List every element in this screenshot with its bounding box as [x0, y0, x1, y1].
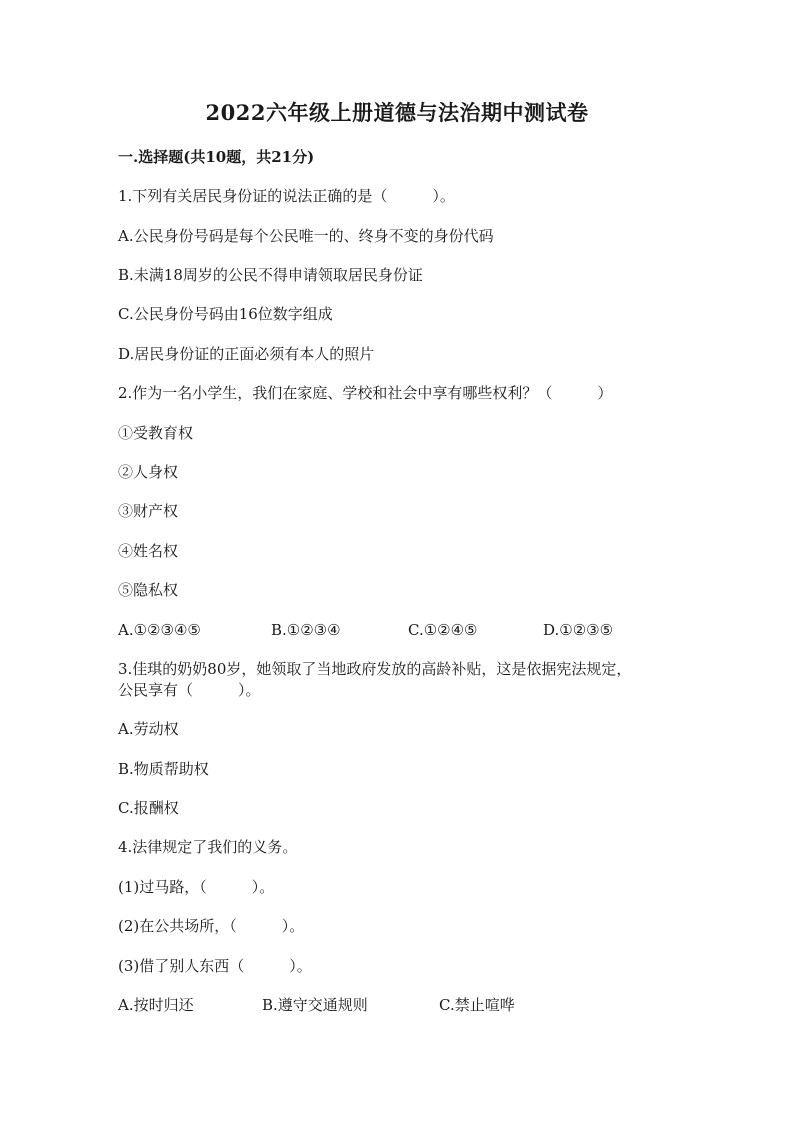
q3-stem-line1: 3.佳琪的奶奶80岁，她领取了当地政府发放的高龄补贴，这是依据宪法规定，	[118, 660, 632, 678]
q4-option-b: B.遵守交通规则	[262, 996, 368, 1014]
q4-option-c: C.禁止喧哗	[439, 996, 515, 1014]
q2-option-c: C.①②④⑤	[408, 621, 478, 639]
q1-option-b: B.未满18周岁的公民不得申请领取居民身份证	[118, 266, 423, 284]
q1-stem: 1.下列有关居民身份证的说法正确的是（ ）。	[118, 187, 455, 205]
q3-option-c: C.报酬权	[118, 799, 179, 817]
q4-stem: 4.法律规定了我们的义务。	[118, 838, 298, 856]
section-heading: 一.选择题(共10题，共21分)	[118, 148, 315, 166]
q4-item-1: (1)过马路，（ ）。	[118, 878, 275, 896]
q3-option-b: B.物质帮助权	[118, 760, 209, 778]
q2-option-a: A.①②③④⑤	[118, 621, 201, 639]
q2-option-d: D.①②③⑤	[543, 621, 614, 639]
q3-stem-line2: 公民享有（ ）。	[118, 681, 261, 699]
q2-item-4: ④姓名权	[118, 542, 179, 560]
q2-stem: 2.作为一名小学生，我们在家庭、学校和社会中享有哪些权利？（ ）	[118, 384, 613, 402]
q1-option-a: A.公民身份号码是每个公民唯一的、终身不变的身份代码	[118, 227, 494, 245]
q2-option-b: B.①②③④	[271, 621, 341, 639]
q1-option-c: C.公民身份号码由16位数字组成	[118, 305, 333, 323]
page-title: 2022六年级上册道德与法治期中测试卷	[205, 100, 589, 125]
q4-item-3: (3)借了别人东西（ ）。	[118, 957, 312, 975]
q3-option-a: A.劳动权	[118, 720, 179, 738]
q2-item-5: ⑤隐私权	[118, 581, 179, 599]
q2-item-1: ①受教育权	[118, 424, 194, 442]
q4-item-2: (2)在公共场所，（ ）。	[118, 917, 305, 935]
q4-option-a: A.按时归还	[118, 996, 194, 1014]
q2-item-2: ②人身权	[118, 463, 179, 481]
q1-option-d: D.居民身份证的正面必须有本人的照片	[118, 345, 375, 363]
q2-item-3: ③财产权	[118, 502, 179, 520]
